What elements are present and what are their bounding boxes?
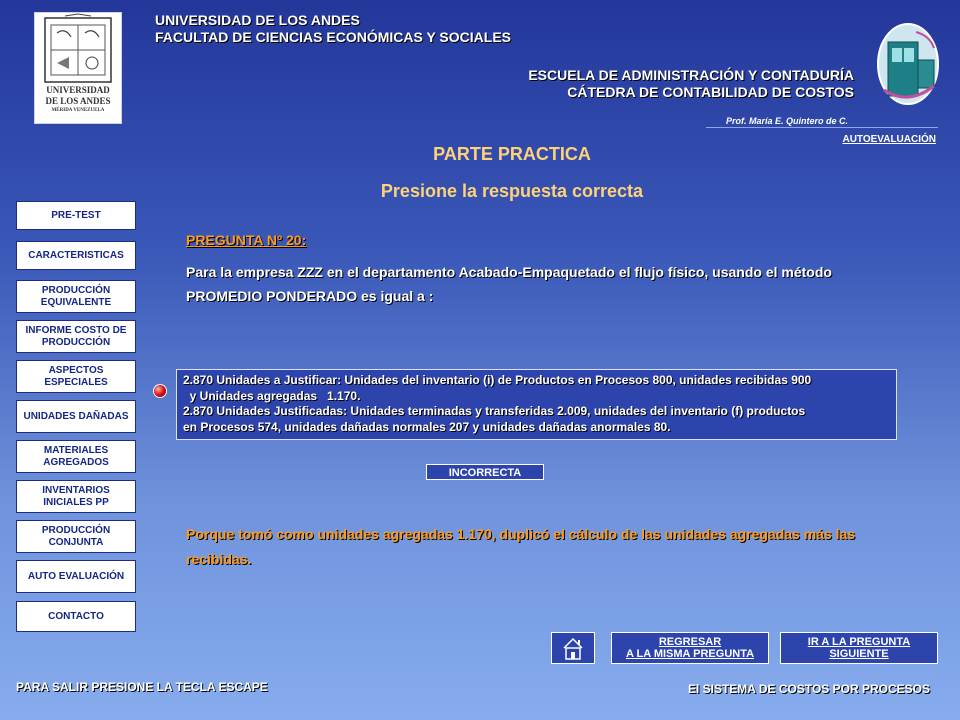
next-button-line1: IR A LA PREGUNTA — [807, 636, 911, 648]
nav-contacto[interactable]: CONTACTO — [16, 601, 136, 632]
nav-inventarios-iniciales[interactable]: INVENTARIOS INICIALES PP — [16, 480, 136, 513]
university-logo — [34, 12, 122, 124]
logo-text-2: DE LOS ANDES — [45, 96, 111, 106]
computer-illustration-icon — [874, 20, 944, 106]
system-name: El SISTEMA DE COSTOS POR PROCESOS — [687, 682, 930, 696]
faculty-name: FACULTAD DE CIENCIAS ECONÓMICAS Y SOCIALES — [155, 29, 511, 45]
nav-auto-evaluacion[interactable]: AUTO EVALUACIÓN — [16, 560, 136, 593]
nav-unidades-danadas[interactable]: UNIDADES DAÑADAS — [16, 400, 136, 433]
header-divider — [706, 127, 938, 128]
answer-option[interactable] — [176, 369, 897, 440]
answer-line: 2.870 Unidades a Justificar: Unidades del inventario (i) de Productos en Procesos 800, unidades recibidas 900 — [183, 373, 812, 387]
result-badge: INCORRECTA — [426, 464, 544, 480]
answer-line: 2.870 Unidades Justificadas: Unidades terminadas y transferidas 2.009, unidades del inventario (f) productos — [183, 404, 806, 418]
red-bullet-icon — [154, 385, 166, 397]
logo-text-3: MÉRIDA VENEZUELA — [51, 108, 105, 113]
footer-divider — [16, 675, 938, 676]
back-button-line1: REGRESAR — [658, 636, 722, 648]
nav-pre-test[interactable]: PRE-TEST — [16, 201, 136, 230]
nav-informe-costo[interactable]: INFORME COSTO DE PRODUCCIÓN — [16, 320, 136, 353]
home-button[interactable] — [551, 632, 595, 664]
nav-caracteristicas[interactable]: CARACTERISTICAS — [16, 241, 136, 270]
school-name: ESCUELA DE ADMINISTRACIÓN Y CONTADURÍA — [528, 67, 854, 83]
exit-instructions: PARA SALIR PRESIONE LA TECLA ESCAPE — [16, 680, 268, 694]
answer-line: en Procesos 574, unidades dañadas normales 207 y unidades dañadas anormales 80. — [183, 419, 671, 434]
university-name: UNIVERSIDAD DE LOS ANDES — [155, 12, 360, 28]
question-number: PREGUNTA Nº 20: — [186, 232, 307, 248]
autoevaluacion-link[interactable]: AUTOEVALUACIÓN — [842, 134, 936, 145]
next-button-line2: SIGUIENTE — [829, 648, 889, 660]
nav-produccion-equivalente[interactable]: PRODUCCIÓN EQUIVALENTE — [16, 280, 136, 313]
home-icon — [552, 633, 594, 663]
nav-aspectos-especiales[interactable]: ASPECTOS ESPECIALES — [16, 360, 136, 393]
page-title: PARTE PRACTICA — [433, 144, 591, 164]
back-to-question-button[interactable] — [611, 632, 769, 664]
nav-produccion-conjunta[interactable]: PRODUCCIÓN CONJUNTA — [16, 520, 136, 553]
professor-name: Prof. María E. Quintero de C. — [725, 116, 848, 126]
page-subtitle: Presione la respuesta correcta — [380, 181, 644, 201]
next-question-button[interactable] — [780, 632, 938, 664]
logo-text-1: UNIVERSIDAD — [46, 85, 110, 95]
header-school — [528, 67, 854, 101]
answer-line: y Unidades agregadas 1.170. — [183, 388, 361, 403]
header-institution — [155, 12, 511, 46]
question-text: Para la empresa ZZZ en el departamento Acabado-Empaquetado el flujo físico, usando el método PROMEDIO PONDERADO es igual a : — [186, 264, 832, 304]
chair-name: CÁTEDRA DE CONTABILIDAD DE COSTOS — [567, 84, 854, 100]
explanation-text: Porque tomó como unidades agregadas 1.170, duplicó el cálculo de las unidades agregadas más las recibidas. — [186, 526, 856, 567]
back-button-line2: A LA MISMA PREGUNTA — [625, 648, 755, 660]
nav-materiales-agregados[interactable]: MATERIALES AGREGADOS — [16, 440, 136, 473]
